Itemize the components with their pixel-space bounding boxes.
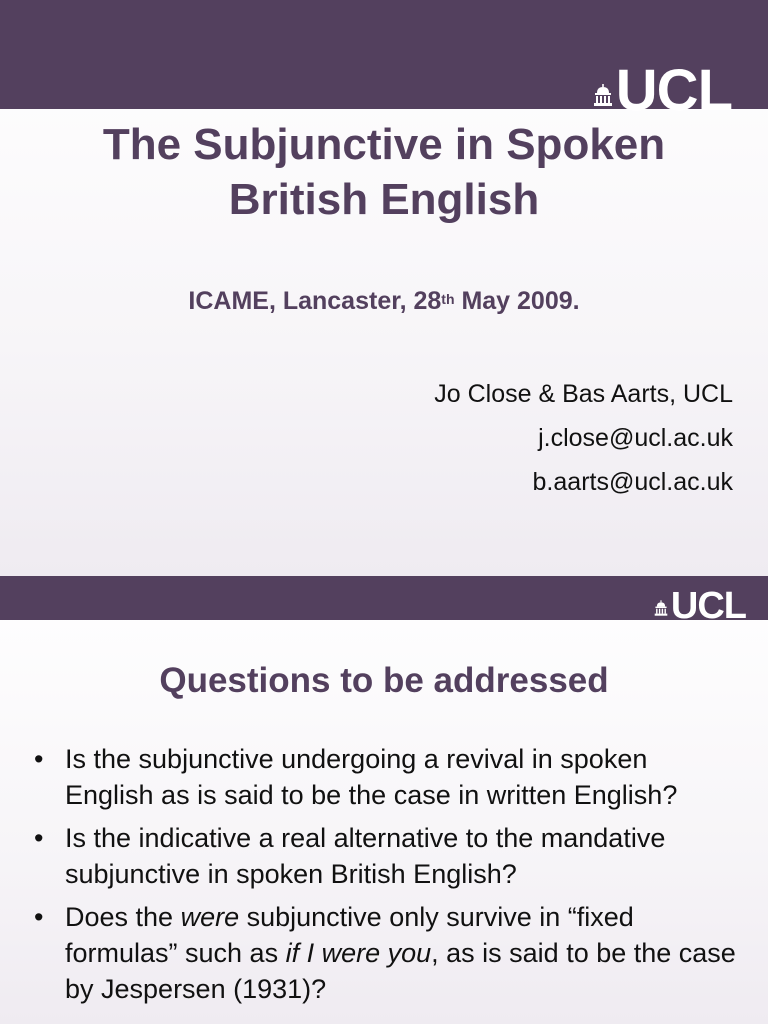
ucl-portico-icon	[593, 84, 613, 106]
bullet-text-part: Does the	[65, 902, 181, 932]
questions-slide	[0, 576, 768, 1024]
bullet-text: Is the subjunctive undergoing a revival in spoken English as is said to be the case in written English?	[65, 744, 678, 810]
ucl-logo-text: UCL	[615, 58, 732, 123]
title-line-2: British English	[228, 175, 540, 224]
bullet-text	[65, 902, 736, 1004]
subtitle-text: ICAME, Lancaster, 28	[188, 287, 442, 315]
email-close: j.close@ucl.ac.uk	[538, 424, 733, 452]
bullet-item	[32, 899, 742, 1007]
author-block	[434, 372, 733, 504]
email-aarts: b.aarts@ucl.ac.uk	[532, 468, 733, 496]
bullet-item	[32, 820, 742, 892]
ucl-logo-text: UCL	[670, 585, 746, 627]
bullet-list	[32, 741, 742, 1014]
ucl-logo	[593, 58, 732, 123]
title-line-1: The Subjunctive in Spoken	[102, 120, 666, 169]
ucl-portico-icon	[654, 600, 668, 616]
bullet-item	[32, 741, 742, 813]
slide-heading: Questions to be addressed	[159, 661, 609, 700]
authors-line: Jo Close & Bas Aarts, UCL	[434, 380, 733, 408]
header-bar	[0, 576, 768, 620]
slide-title	[40, 117, 728, 227]
bullet-text-part: subjunctive only survive in “fixed formulas” such as	[65, 902, 634, 968]
bullet-dot: •	[34, 744, 44, 774]
bullet-emphasis: were	[180, 902, 240, 932]
subtitle-date: May 2009.	[454, 287, 580, 315]
ucl-logo	[654, 587, 746, 625]
bullet-text-part: , as is said to be the case by Jespersen (1931)?	[65, 938, 736, 1004]
bullet-emphasis: if I were you	[285, 938, 432, 968]
bullet-dot: •	[34, 902, 44, 932]
subtitle-ordinal: th	[441, 291, 455, 307]
event-subtitle	[40, 286, 728, 316]
bullet-dot: •	[34, 823, 44, 853]
bullet-text: Is the indicative a real alternative to the mandative subjunctive in spoken British English?	[65, 823, 666, 889]
